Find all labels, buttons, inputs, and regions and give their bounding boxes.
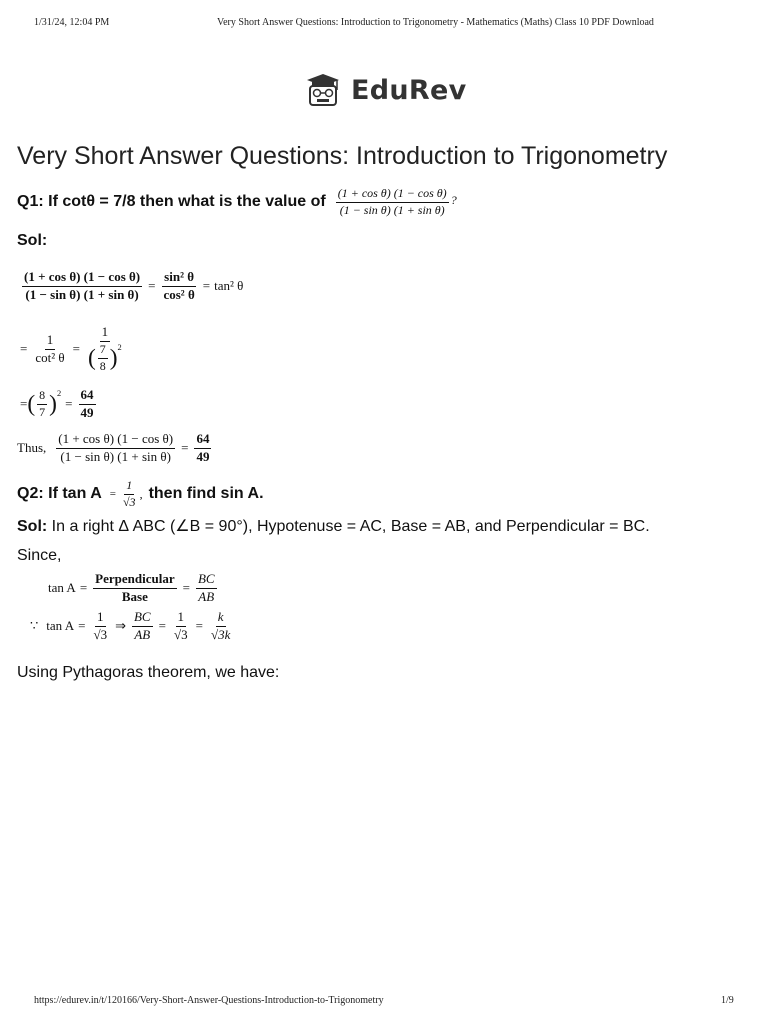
fraction-denominator: √3 <box>93 626 108 642</box>
question-2-label-end: then find sin A. <box>148 485 264 503</box>
because-symbol: ∵ <box>30 618 39 634</box>
q1-expr-numerator: (1 + cos θ) (1 − cos θ) <box>336 187 449 203</box>
edurev-logo[interactable] <box>303 72 467 108</box>
equals-sign: = <box>79 580 88 596</box>
logo-text: EduRev <box>351 74 467 106</box>
step4-result-denominator: 49 <box>196 448 210 464</box>
step2-denominator: cot² θ <box>35 349 65 365</box>
thus-label: Thus, <box>17 440 47 456</box>
base-label: Base <box>121 588 148 604</box>
q1-sol-label: Sol: <box>17 232 48 249</box>
print-doc-title: Very Short Answer Questions: Introduction to Trigonometry - Mathematics (Maths) Class 10 PDF Download <box>217 17 654 28</box>
equals-sign: = <box>109 488 116 501</box>
equals-sign: = <box>78 618 86 634</box>
equals-sign: = <box>195 618 203 634</box>
equals-sign: = <box>202 278 211 294</box>
question-2 <box>17 479 264 510</box>
perpendicular-label: Perpendicular <box>93 572 176 589</box>
step2-inner-numerator: 7 <box>98 343 108 359</box>
q2-line-2 <box>30 610 234 643</box>
step2-numerator-2: 1 <box>100 325 111 342</box>
q2-fraction-numerator: 1 <box>124 479 134 495</box>
equals-sign: = <box>65 396 73 412</box>
equals-sign: = <box>182 580 190 596</box>
question-2-label-start: Q2: If tan A <box>17 485 102 503</box>
graduate-mascot-icon <box>303 72 343 108</box>
print-datetime: 1/31/24, 12:04 PM <box>34 17 110 28</box>
question-1-expression <box>336 187 449 218</box>
q2-sol-label: Sol: <box>17 518 48 535</box>
fraction-denominator: √3 <box>173 626 188 642</box>
q2-line-1 <box>48 572 219 605</box>
tan-a-label: tan A <box>48 580 76 596</box>
fraction-numerator: 1 <box>95 610 106 627</box>
equals-sign: = <box>72 341 80 357</box>
step1-result-numerator: sin² θ <box>162 270 196 287</box>
question-1 <box>17 187 457 218</box>
comma: , <box>139 486 143 501</box>
step3-power: 2 <box>56 388 62 398</box>
step2-inner-denominator: 8 <box>99 358 106 373</box>
step3-inner-denominator: 7 <box>39 404 46 419</box>
q2-sol-text: In a right Δ ABC (∠B = 90°), Hypotenuse = AC, Base = AB, and Perpendicular = BC. <box>47 518 650 535</box>
q2-fraction-denominator: √3 <box>122 494 136 509</box>
implies-arrow: ⇒ <box>115 618 126 634</box>
footer-url-link[interactable]: https://edurev.in/t/120166/Very-Short-Answer-Questions-Introduction-to-Trigonometry <box>34 995 384 1006</box>
q1-question-mark: ? <box>450 192 457 207</box>
tan-a-label: tan A <box>46 618 75 634</box>
step4-denominator: (1 − sin θ) (1 + sin θ) <box>60 448 171 464</box>
step3-numerator: 64 <box>79 388 96 405</box>
q1-step-3: = ( $\frac{8}{7}$ ) $^2$ = $\frac{64}{49}$ <box>20 387 94 420</box>
q1-step-2: = $\frac{1}{\text{cot² θ}}$ = 1 ( $\frac{7}{8}$ ) $^2$ <box>20 324 122 373</box>
step4-result-numerator: 64 <box>194 432 211 449</box>
equals-sign: = <box>158 618 166 634</box>
pythagoras-text: Using Pythagoras theorem, we have: <box>17 664 280 681</box>
step3-denominator: 49 <box>80 404 94 420</box>
equals-sign: = <box>20 341 28 357</box>
step1-result: tan² θ <box>214 278 244 294</box>
step3-inner-numerator: 8 <box>37 389 47 405</box>
step1-numerator: (1 + cos θ) (1 − cos θ) <box>22 270 142 287</box>
step1-denominator: (1 − sin θ) (1 + sin θ) <box>25 286 139 302</box>
step4-numerator: (1 + cos θ) (1 − cos θ) <box>56 432 175 449</box>
bc-label: BC <box>196 572 217 589</box>
bc-label: BC <box>132 610 153 627</box>
page-number: 1/9 <box>721 995 734 1006</box>
equals-sign: = <box>181 440 189 456</box>
page-title: Very Short Answer Questions: Introduction to Trigonometry <box>17 142 668 170</box>
q1-step-1 <box>20 270 243 303</box>
fraction-numerator: 1 <box>176 610 187 627</box>
equals-sign: = <box>148 278 156 294</box>
step2-power: 2 <box>117 341 122 352</box>
ab-label: AB <box>198 588 215 604</box>
question-1-label: Q1: If cotθ = 7/8 then what is the value of <box>17 193 326 211</box>
sqrt3k-label: √3k <box>210 626 231 642</box>
equals-sign: = <box>20 396 28 412</box>
q1-step-4 <box>17 432 213 465</box>
k-label: k <box>216 610 226 627</box>
q2-solution <box>17 516 650 536</box>
step1-result-denominator: cos² θ <box>163 286 195 302</box>
ab-label: AB <box>134 626 151 642</box>
q1-expr-denominator: (1 − sin θ) (1 + sin θ) <box>339 202 445 217</box>
since-label: Since, <box>17 547 62 564</box>
step2-numerator: 1 <box>45 333 56 350</box>
